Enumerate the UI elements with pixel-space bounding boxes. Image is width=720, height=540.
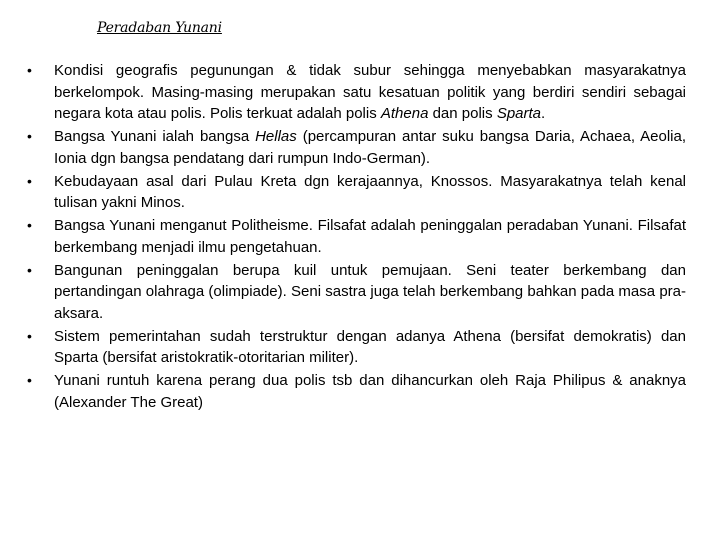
bullet-dot-icon: • bbox=[27, 217, 32, 233]
bullet-text bbox=[54, 217, 686, 256]
bullet-text bbox=[54, 262, 686, 322]
bullet-item bbox=[22, 171, 686, 214]
bullet-text bbox=[54, 173, 686, 212]
bullet-item bbox=[22, 215, 686, 258]
bullet-dot-icon: • bbox=[27, 62, 32, 78]
bullet-item bbox=[22, 326, 686, 369]
bullet-item bbox=[22, 370, 686, 413]
bullet-dot-icon: • bbox=[27, 327, 32, 344]
bullet-dot-icon: • bbox=[27, 128, 32, 144]
bullet-dot-icon: • bbox=[27, 372, 32, 388]
text-segment: Bangsa Yunani ialah bangsa bbox=[54, 128, 256, 145]
text-segment: (percampuran antar suku bangsa Daria, Achaea, Aeolia, Ionia dgn bangsa pendatang dari rumpun Indo-German). bbox=[54, 128, 686, 167]
italic-term: Athena bbox=[380, 105, 429, 122]
text-segment: Bangunan peninggalan berupa kuil untuk pemujaan. Seni teater berkembang dan pertandingan olahraga (olimpiade). Seni sastra juga telah berkembang bahkan pada masa pra-aksara. bbox=[54, 261, 686, 322]
bullet-list bbox=[22, 60, 686, 415]
italic-term: Sparta bbox=[496, 105, 542, 122]
bullet-item bbox=[22, 60, 686, 125]
text-segment: . bbox=[541, 105, 546, 122]
bullet-text bbox=[54, 62, 686, 122]
bullet-text bbox=[54, 372, 686, 411]
text-segment: Yunani runtuh karena perang dua polis tsb dan dihancurkan oleh Raja Philipus & anaknya (Alexander The Great) bbox=[54, 372, 686, 411]
slide-title: Peradaban Yunani bbox=[97, 20, 222, 36]
bullet-dot-icon: • bbox=[27, 261, 32, 278]
bullet-text bbox=[54, 328, 686, 367]
text-segment: Sistem pemerintahan sudah terstruktur dengan adanya Athena (bersifat demokratis) dan Sparta (bersifat aristokratik-otoritarian militer). bbox=[54, 327, 686, 366]
italic-term: Hellas bbox=[255, 128, 297, 145]
text-segment: Kebudayaan asal dari Pulau Kreta dgn kerajaannya, Knossos. Masyarakatnya telah kenal tulisan yakni Minos. bbox=[54, 172, 686, 211]
text-segment: Kondisi geografis pegunungan & tidak subur sehingga menyebabkan masyarakatnya berkelompok. Masing-masing merupakan satu kesatuan politik yang berdiri sendiri sebagai negara kota atau polis. Polis terkuat adalah polis bbox=[54, 62, 686, 122]
bullet-dot-icon: • bbox=[27, 172, 32, 189]
bullet-item bbox=[22, 126, 686, 169]
bullet-item bbox=[22, 260, 686, 325]
text-segment: Bangsa Yunani menganut Politheisme. Filsafat adalah peninggalan peradaban Yunani. Filsafat berkembang menjadi ilmu pengetahuan. bbox=[54, 217, 686, 256]
text-segment: dan polis bbox=[428, 105, 497, 122]
bullet-text bbox=[54, 128, 686, 167]
